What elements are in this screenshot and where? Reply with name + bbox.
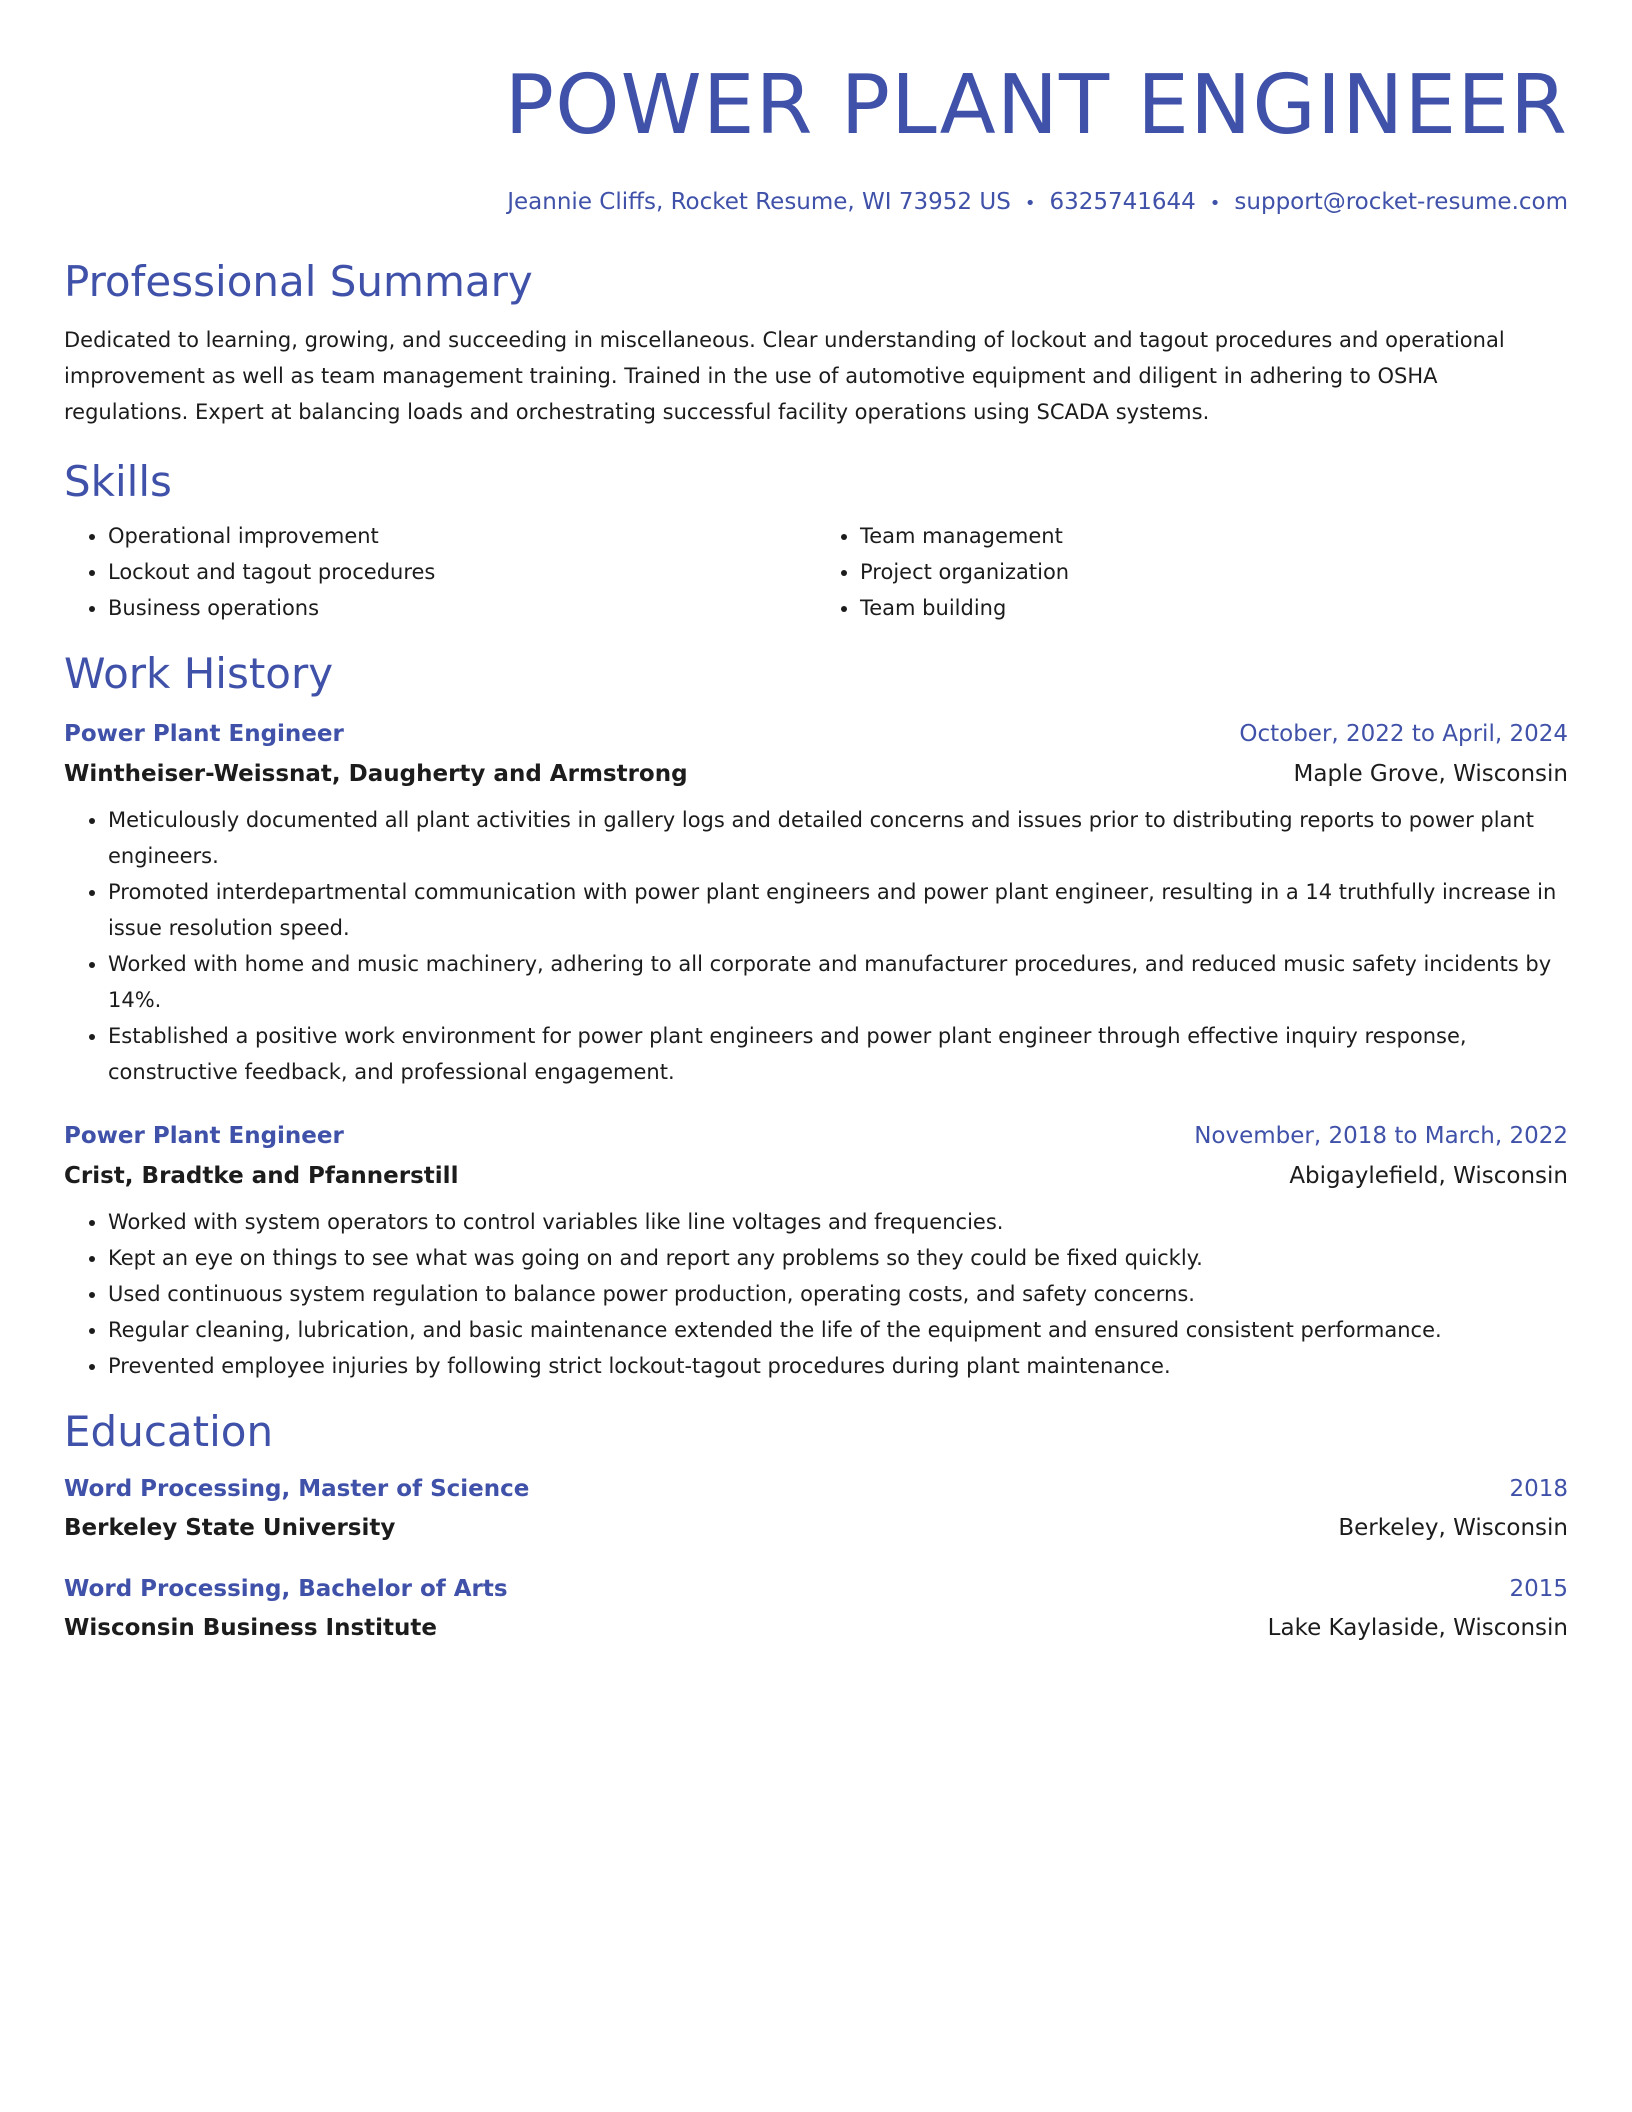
education-entry bbox=[64, 1570, 1568, 1648]
contact-separator: • bbox=[1209, 193, 1221, 214]
job-bullet: • Regular cleaning, lubrication, and basic maintenance extended the life of the equipment and ensured consistent performance. bbox=[108, 1312, 1568, 1348]
job-bullet: • Worked with home and music machinery, adhering to all corporate and manufacturer procedures, and reduced music safety incidents by 14%. bbox=[108, 946, 1568, 1018]
job-dates: November, 2018 to March, 2022 bbox=[1194, 1123, 1568, 1149]
job-entry bbox=[64, 714, 1568, 1090]
contact-separator: • bbox=[1024, 193, 1036, 214]
job-employer: Crist, Bradtke and Pfannerstill bbox=[64, 1163, 459, 1189]
skill-item: • Operational improvement bbox=[108, 518, 816, 554]
education-school: Berkeley State University bbox=[64, 1515, 396, 1541]
work-history-heading: Work History bbox=[64, 649, 334, 698]
job-dates: October, 2022 to April, 2024 bbox=[1239, 721, 1568, 747]
skill-item: • Team management bbox=[860, 518, 1568, 554]
job-entry bbox=[64, 1116, 1568, 1384]
job-bullets bbox=[64, 802, 1568, 1090]
contact-address: Jeannie Cliffs, Rocket Resume, WI 73952 US bbox=[507, 189, 1011, 215]
skill-item: • Team building bbox=[860, 590, 1568, 626]
education-heading: Education bbox=[64, 1407, 274, 1456]
education-location: Lake Kaylaside, Wisconsin bbox=[1267, 1615, 1568, 1641]
education-school: Wisconsin Business Institute bbox=[64, 1615, 438, 1641]
job-bullet: • Worked with system operators to control variables like line voltages and frequencies. bbox=[108, 1204, 1568, 1240]
education-school-row bbox=[64, 1508, 1568, 1548]
contact-phone: 6325741644 bbox=[1049, 189, 1196, 215]
job-bullet: • Prevented employee injuries by following strict lockout-tagout procedures during plant maintenance. bbox=[108, 1348, 1568, 1384]
job-location: Maple Grove, Wisconsin bbox=[1293, 761, 1568, 787]
job-header bbox=[64, 714, 1568, 754]
job-employer-row bbox=[64, 754, 1568, 794]
job-bullet: • Promoted interdepartmental communication with power plant engineers and power plant engineer, resulting in a 14 truthfully increase in issue resolution speed. bbox=[108, 874, 1568, 946]
contact-line bbox=[64, 186, 1568, 220]
education-location: Berkeley, Wisconsin bbox=[1338, 1515, 1568, 1541]
contact-email: support@rocket-resume.com bbox=[1234, 189, 1568, 215]
job-location: Abigaylefield, Wisconsin bbox=[1289, 1163, 1568, 1189]
job-header bbox=[64, 1116, 1568, 1156]
education-header bbox=[64, 1570, 1568, 1608]
summary-text: Dedicated to learning, growing, and succeeding in miscellaneous. Clear understanding of lockout and tagout procedures and operational improvement as well as team management training. Trained in the use of automotive equipment and diligent in adhering to OSHA regulations. Expert at balancing loads and orchestrating successful facility operations using SCADA systems. bbox=[64, 328, 1505, 424]
resume-name: POWER PLANT ENGINEER bbox=[504, 58, 1568, 153]
skill-item: • Business operations bbox=[108, 590, 816, 626]
job-title: Power Plant Engineer bbox=[64, 1123, 344, 1149]
skills-column-left bbox=[64, 518, 816, 626]
job-bullet: • Meticulously documented all plant activities in gallery logs and detailed concerns and issues prior to distributing reports to power plant engineers. bbox=[108, 802, 1568, 874]
job-employer: Wintheiser-Weissnat, Daugherty and Armstrong bbox=[64, 761, 688, 787]
education-year: 2015 bbox=[1509, 1576, 1568, 1602]
job-bullet: • Kept an eye on things to see what was going on and report any problems so they could be fixed quickly. bbox=[108, 1240, 1568, 1276]
skills-column-right bbox=[816, 518, 1568, 626]
job-bullets bbox=[64, 1204, 1568, 1384]
education-degree: Word Processing, Master of Science bbox=[64, 1476, 530, 1502]
skill-item: • Lockout and tagout procedures bbox=[108, 554, 816, 590]
education-school-row bbox=[64, 1608, 1568, 1648]
job-employer-row bbox=[64, 1156, 1568, 1196]
job-bullet: • Established a positive work environment for power plant engineers and power plant engineer through effective inquiry response, constructive feedback, and professional engagement. bbox=[108, 1018, 1568, 1090]
skills-list bbox=[64, 518, 1568, 626]
education-header bbox=[64, 1470, 1568, 1508]
summary-heading: Professional Summary bbox=[64, 257, 533, 306]
education-entry bbox=[64, 1470, 1568, 1548]
education-year: 2018 bbox=[1509, 1476, 1568, 1502]
job-bullet: • Used continuous system regulation to balance power production, operating costs, and safety concerns. bbox=[108, 1276, 1568, 1312]
skills-heading: Skills bbox=[64, 457, 172, 506]
job-title: Power Plant Engineer bbox=[64, 721, 344, 747]
skill-item: • Project organization bbox=[860, 554, 1568, 590]
education-degree: Word Processing, Bachelor of Arts bbox=[64, 1576, 508, 1602]
